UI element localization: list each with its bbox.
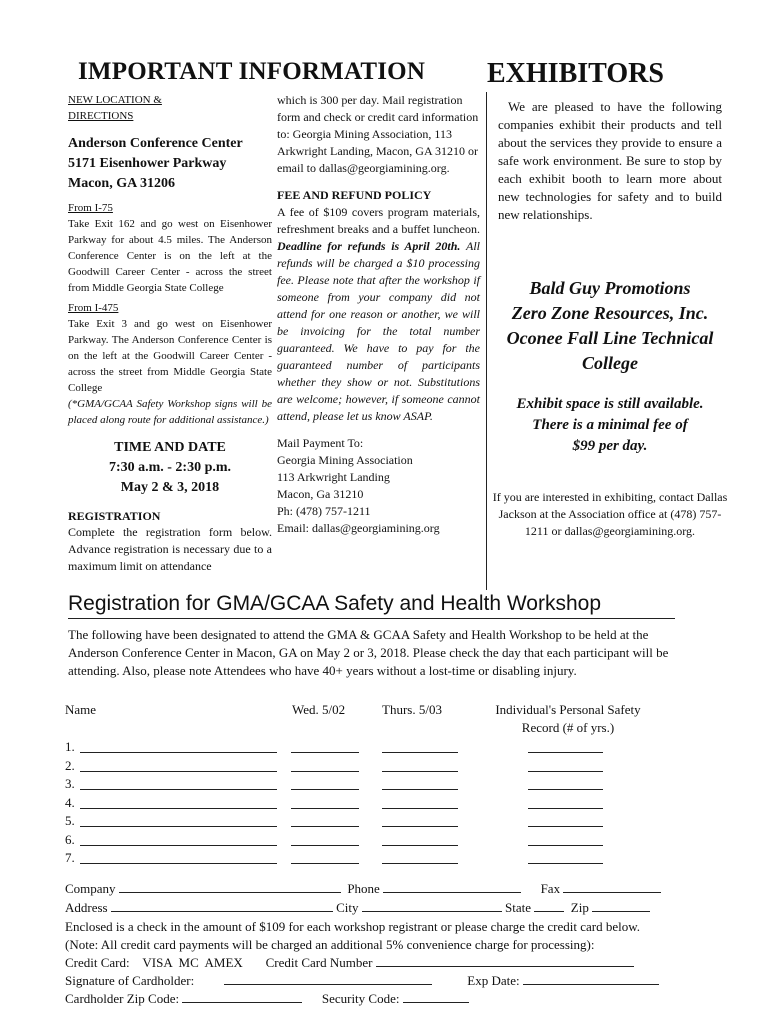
zip-security-line — [65, 990, 755, 1008]
space-line1: Exhibit space is still available. — [516, 396, 704, 412]
row-number: 3. — [65, 776, 75, 791]
mail-payment-block — [277, 435, 480, 537]
phone-label: Phone — [347, 881, 380, 896]
company-phone-fax-line — [65, 880, 705, 898]
attendee-name-field[interactable] — [80, 795, 277, 809]
attendee-row — [65, 776, 625, 794]
safety-record-line2: Record (# of yrs.) — [521, 720, 615, 735]
exhibitor-zero-zone: Zero Zone Resources, Inc. — [511, 303, 709, 323]
signature-label: Signature of Cardholder: — [65, 973, 195, 988]
mail-payment-line2: Georgia Mining Association — [277, 453, 413, 467]
safety-record-field[interactable] — [528, 795, 603, 809]
mail-payment-phone: Ph: (478) 757-1211 — [277, 504, 371, 518]
registration-text: Complete the registration form below. Advance registration is necessary due to a maximum limit on attendance — [68, 525, 272, 573]
attendee-name-field[interactable] — [80, 850, 277, 864]
column-header-thurs: Thurs. 5/03 — [382, 702, 442, 717]
thurs-check-field[interactable] — [382, 739, 458, 753]
exhibitors-heading: EXHIBITORS — [487, 58, 664, 89]
safety-record-field[interactable] — [528, 813, 603, 827]
row-number: 5. — [65, 813, 75, 828]
zip-field[interactable] — [592, 899, 650, 912]
state-field[interactable] — [534, 899, 564, 912]
column-header-wed: Wed. 5/02 — [292, 702, 346, 717]
exhibit-space-notice — [490, 394, 730, 457]
venue-city: Macon, GA 31206 — [68, 176, 175, 191]
column-header-name: Name — [65, 702, 97, 717]
column-header-safety-record — [470, 701, 666, 737]
row-number: 7. — [65, 850, 75, 865]
title-underline — [68, 618, 675, 619]
wed-check-field[interactable] — [291, 758, 359, 772]
fee-refund-heading: FEE AND REFUND POLICY — [277, 188, 432, 202]
fee-text: A fee of $109 covers program materials, refreshment breaks and a buffet luncheon. — [277, 205, 480, 236]
exhibitor-list — [490, 276, 730, 376]
signature-line — [65, 972, 755, 990]
safety-record-line1: Individual's Personal Safety — [495, 702, 641, 717]
mail-payment-line4: Macon, Ga 31210 — [277, 487, 364, 501]
address-label: Address — [65, 900, 108, 915]
registration-text-continued: which is 300 per day. Mail registration form and check or credit card information to: Georgia Mining Association, 113 Arkwright Landing, Macon, GA 31210 or email to dallas@georgiamining.org. — [277, 93, 479, 175]
wed-check-field[interactable] — [291, 776, 359, 790]
exp-date-field[interactable] — [523, 972, 659, 985]
from-i475-label: From I-475 — [68, 302, 119, 314]
important-information-heading: IMPORTANT INFORMATION — [78, 58, 426, 85]
exhibitors-column — [490, 98, 730, 540]
row-number: 2. — [65, 757, 75, 773]
attendee-name-field[interactable] — [80, 832, 277, 846]
city-field[interactable] — [362, 899, 502, 912]
company-label: Company — [65, 881, 116, 896]
attendee-row — [65, 813, 625, 831]
row-number: 6. — [65, 831, 75, 847]
security-code-field[interactable] — [403, 990, 469, 1003]
signature-field[interactable] — [224, 972, 432, 985]
fee-refund-text — [277, 204, 480, 425]
card-type-options[interactable]: VISA MC AMEX — [142, 955, 243, 970]
from-i75-label: From I-75 — [68, 202, 113, 214]
venue-street: 5171 Eisenhower Parkway — [68, 156, 227, 171]
venue-address — [68, 134, 272, 194]
enclosed-check-text: Enclosed is a check in the amount of $109 for each workshop registrant or please charge the credit card below. — [65, 919, 641, 934]
attendee-row — [65, 850, 625, 868]
card-number-label: Credit Card Number — [265, 955, 373, 970]
fax-field[interactable] — [563, 880, 661, 893]
credit-card-line — [65, 954, 755, 972]
time-and-date-heading: TIME AND DATE — [114, 440, 226, 455]
attendee-row — [65, 739, 625, 757]
thurs-check-field[interactable] — [382, 850, 458, 864]
time-and-date-block — [68, 438, 272, 498]
state-label: State — [505, 900, 532, 915]
exhibitor-contact: If you are interested in exhibiting, contact Dallas Jackson at the Association office at (478) 757-1211 or dallas@georgiamining.org. — [492, 490, 728, 538]
credit-card-label: Credit Card: — [65, 955, 130, 970]
attendee-row — [65, 758, 625, 776]
row-number: 4. — [65, 794, 75, 810]
thurs-check-field[interactable] — [382, 795, 458, 809]
thurs-check-field[interactable] — [382, 776, 458, 790]
address-field[interactable] — [111, 899, 333, 912]
exhibitor-bald-guy: Bald Guy Promotions — [529, 278, 691, 298]
fee-column — [277, 92, 480, 537]
location-column — [68, 92, 272, 575]
registration-form-intro: The following have been designated to attend the GMA & GCAA Safety and Health Workshop to be held at the Anderson Conference Center in Macon, GA on May 2 or 3, 2018. Please check the day that each participant will be attending. Also, please note Attendees who have 40+ years without a lost-time or disabling injury. — [68, 627, 669, 678]
phone-field[interactable] — [383, 880, 521, 893]
signs-note: (*GMA/GCAA Safety Workshop signs will be placed along route for additional assistance.) — [68, 398, 272, 426]
space-line2: There is a minimal fee of — [532, 417, 688, 433]
company-field[interactable] — [119, 880, 341, 893]
safety-record-field[interactable] — [528, 758, 603, 772]
card-number-field[interactable] — [376, 954, 634, 967]
wed-check-field[interactable] — [291, 832, 359, 846]
zip-label: Zip — [570, 900, 589, 915]
exp-date-label: Exp Date: — [467, 973, 520, 988]
attendee-row — [65, 795, 625, 813]
safety-record-field[interactable] — [528, 739, 603, 753]
space-line3: $99 per day. — [572, 438, 648, 454]
attendee-name-field[interactable] — [80, 758, 277, 772]
venue-name: Anderson Conference Center — [68, 136, 243, 151]
wed-check-field[interactable] — [291, 795, 359, 809]
wed-check-field[interactable] — [291, 739, 359, 753]
from-i75-directions: Take Exit 162 and go west on Eisenhower Parkway for about 4.5 miles. The Anderson Conference Center is on the left at the Goodwill Career Center - across the street from Middle Georgia State College — [68, 218, 272, 294]
location-heading-line2: DIRECTIONS — [68, 110, 134, 122]
fax-label: Fax — [540, 881, 561, 896]
registration-heading: REGISTRATION — [68, 509, 161, 523]
workshop-time: 7:30 a.m. - 2:30 p.m. — [108, 460, 232, 475]
wed-check-field[interactable] — [291, 813, 359, 827]
thurs-check-field[interactable] — [382, 758, 458, 772]
safety-record-field[interactable] — [528, 832, 603, 846]
mail-payment-email: Email: dallas@georgiamining.org — [277, 521, 440, 535]
registration-form-title: Registration for GMA/GCAA Safety and Health Workshop — [68, 592, 602, 615]
location-heading-line1: NEW LOCATION & — [68, 94, 162, 106]
attendee-row — [65, 832, 625, 850]
cardholder-zip-field[interactable] — [182, 990, 302, 1003]
address-line — [65, 899, 725, 917]
from-i475-directions: Take Exit 3 and go west on Eisenhower Parkway. The Anderson Conference Center is on the left at the Goodwill Career Center - across the street from Middle Georgia State College — [68, 318, 272, 394]
attendee-name-field[interactable] — [80, 739, 277, 753]
mail-payment-line3: 113 Arkwright Landing — [277, 470, 390, 484]
attendee-name-field[interactable] — [80, 813, 277, 827]
thurs-check-field[interactable] — [382, 832, 458, 846]
wed-check-field[interactable] — [291, 850, 359, 864]
row-number: 1. — [65, 739, 75, 754]
thurs-check-field[interactable] — [382, 813, 458, 827]
city-label: City — [336, 900, 359, 915]
refund-policy: All refunds will be charged a $10 processing fee. Please note that after the workshop if someone from your company did not attend for one reason or another, we will be invoicing for the total number guaranteed. We have to pay for the guaranteed number of participants whether they show or not. Substitutions are welcome; however, if someone cannot attend, please let us know ASAP. — [277, 239, 480, 423]
cardholder-zip-label: Cardholder Zip Code: — [65, 991, 180, 1006]
refund-deadline: Deadline for refunds is April 20th. — [277, 239, 461, 253]
mail-payment-line1: Mail Payment To: — [277, 436, 364, 450]
safety-record-field[interactable] — [528, 850, 603, 864]
exhibitor-oconee: Oconee Fall Line Technical College — [506, 328, 714, 373]
security-code-label: Security Code: — [321, 991, 400, 1006]
safety-record-field[interactable] — [528, 776, 603, 790]
column-divider — [486, 92, 487, 590]
credit-card-note: (Note: All credit card payments will be charged an additional 5% convenience charge for processing): — [65, 937, 595, 952]
attendee-name-field[interactable] — [80, 776, 277, 790]
workshop-dates: May 2 & 3, 2018 — [120, 480, 220, 495]
exhibitors-intro: We are pleased to have the following companies exhibit their products and tell about the services they provide to ensure a safe work environment. Be sure to stop by each exhibit booth to learn more about new technologies for safety and to build new relationships. — [498, 99, 722, 222]
